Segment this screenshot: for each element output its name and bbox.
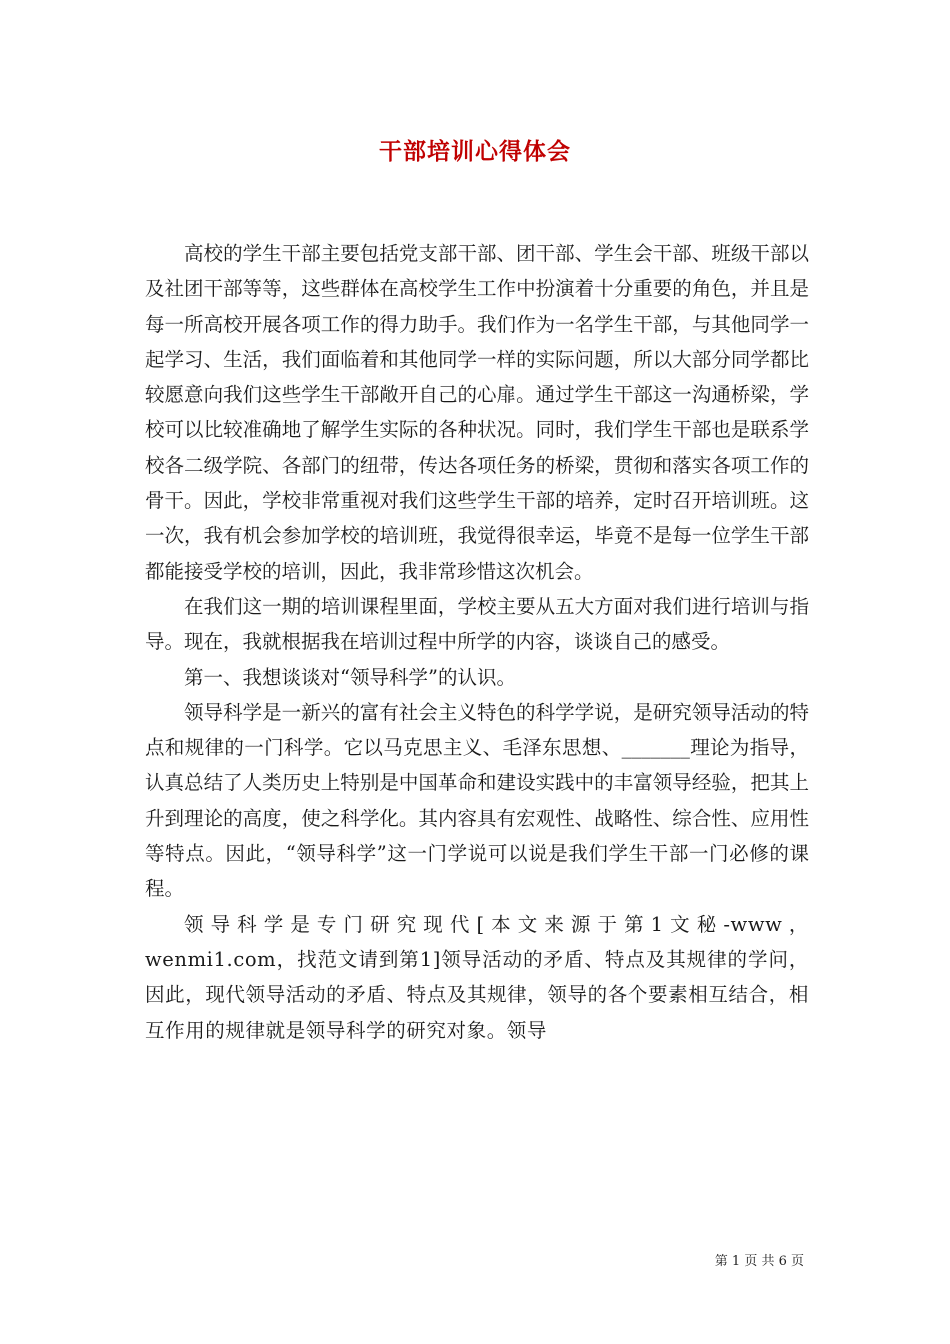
paragraph-research-object: 领导科学是专门研究现代[本文来源于第1文秘-www，wenmi1.com，找范文请到第1]领导活动的矛盾、特点及其规律的学问，因此，现代领导活动的矛盾、特点及其规律，领导的各个要素相互结合，相互作用的规律就是领导科学的研究对象。领导 <box>145 912 809 1042</box>
document-title: 干部培训心得体会 <box>379 138 571 165</box>
paragraph-section-one-heading: 第一、我想谈谈对“领导科学”的认识。 <box>184 665 516 689</box>
document-body <box>145 236 809 1048</box>
paragraph-intro: 高校的学生干部主要包括党支部干部、团干部、学生会干部、班级干部以及社团干部等等，这些群体在高校学生工作中扮演着十分重要的角色，并且是每一所高校开展各项工作的得力助手。我们作为一名学生干部，与其他同学一起学习、生活，我们面临着和其他同学一样的实际问题，所以大部分同学都比较愿意向我们这些学生干部敞开自己的心扉。通过学生干部这一沟通桥梁，学校可以比较准确地了解学生实际的各种状况。同时，我们学生干部也是联系学校各二级学院、各部门的纽带，传达各项任务的桥梁，贯彻和落实各项工作的骨干。因此，学校非常重视对我们这些学生干部的培养，定时召开培训班。这一次，我有机会参加学校的培训班，我觉得很幸运，毕竟不是每一位学生干部都能接受学校的培训，因此，我非常珍惜这次机会。 <box>145 242 809 583</box>
paragraph-training-overview: 在我们这一期的培训课程里面，学校主要从五大方面对我们进行培训与指导。现在，我就根据我在培训过程中所学的内容，谈谈自己的感受。 <box>145 594 809 654</box>
page-number: 第 1 页 共 6 页 <box>714 1254 804 1269</box>
paragraph-leadership-science: 领导科学是一新兴的富有社会主义特色的科学学说，是研究领导活动的特点和规律的一门科学。它以马克思主义、毛泽东思想、_______理论为指导，认真总结了人类历史上特别是中国革命和建设实践中的丰富领导经验，把其上升到理论的高度，使之科学化。其内容具有宏观性、战略性、综合性、应用性等特点。因此，“领导科学”这一门学说可以说是我们学生干部一门必修的课程。 <box>145 700 809 901</box>
